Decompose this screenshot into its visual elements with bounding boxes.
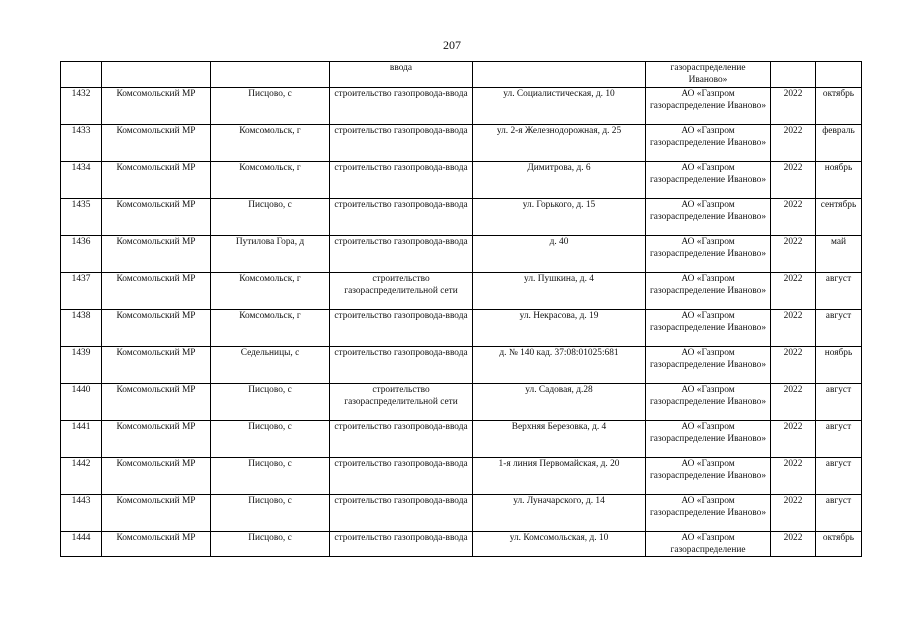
page-number: 207 [443, 38, 461, 52]
cell-locality: Комсомольск, г [211, 309, 330, 346]
cell-address: ул. Пушкина, д. 4 [473, 272, 646, 309]
cell-organization: АО «Газпром газораспределение Иваново» [646, 235, 771, 272]
cell-address: ул. Комсомольская, д. 10 [473, 531, 646, 557]
cell-address [473, 62, 646, 88]
cell-district: Комсомольский МР [102, 309, 211, 346]
cell-month: август [816, 457, 862, 494]
cell-district: Комсомольский МР [102, 161, 211, 198]
cell-organization: АО «Газпром газораспределение Иваново» [646, 457, 771, 494]
cell-number: 1438 [61, 309, 102, 346]
cell-district: Комсомольский МР [102, 198, 211, 235]
cell-district: Комсомольский МР [102, 457, 211, 494]
cell-organization: АО «Газпром газораспределение Иваново» [646, 87, 771, 124]
cell-district: Комсомольский МР [102, 272, 211, 309]
cell-locality: Писцово, с [211, 531, 330, 557]
cell-month: ноябрь [816, 346, 862, 383]
cell-locality: Путилова Гора, д [211, 235, 330, 272]
cell-address: ул. Некрасова, д. 19 [473, 309, 646, 346]
table-row [61, 346, 862, 383]
cell-district: Комсомольский МР [102, 531, 211, 557]
cell-locality: Комсомольск, г [211, 272, 330, 309]
cell-organization: АО «Газпром газораспределение Иваново» [646, 309, 771, 346]
cell-month: октябрь [816, 87, 862, 124]
cell-number: 1437 [61, 272, 102, 309]
cell-year: 2022 [771, 272, 816, 309]
cell-organization: АО «Газпром газораспределение Иваново» [646, 346, 771, 383]
cell-year: 2022 [771, 235, 816, 272]
cell-locality [211, 62, 330, 88]
table-row [61, 309, 862, 346]
cell-year: 2022 [771, 309, 816, 346]
cell-month: август [816, 494, 862, 531]
cell-month: май [816, 235, 862, 272]
table-body [61, 62, 862, 557]
cell-locality: Писцово, с [211, 198, 330, 235]
org-line: газораспределение [670, 63, 746, 73]
table-row [61, 457, 862, 494]
cell-number: 1441 [61, 420, 102, 457]
cell-year: 2022 [771, 346, 816, 383]
cell-address: д. 40 [473, 235, 646, 272]
cell-address: Верхняя Березовка, д. 4 [473, 420, 646, 457]
table-row [61, 87, 862, 124]
cell-number: 1433 [61, 124, 102, 161]
cell-work: строительство газопровода-ввода [330, 161, 473, 198]
cell-locality: Седельницы, с [211, 346, 330, 383]
cell-locality: Комсомольск, г [211, 124, 330, 161]
cell-organization [646, 531, 771, 557]
cell-month: февраль [816, 124, 862, 161]
cell-number: 1432 [61, 87, 102, 124]
cell-work: строительство газопровода-ввода [330, 235, 473, 272]
cell-month: сентябрь [816, 198, 862, 235]
cell-organization [646, 62, 771, 88]
table-row-last [61, 531, 862, 557]
cell-work: строительство газопровода-ввода [330, 346, 473, 383]
cell-organization: АО «Газпром газораспределение Иваново» [646, 124, 771, 161]
gas-works-table [60, 61, 862, 557]
org-line: газораспределение [670, 544, 746, 555]
cell-district: Комсомольский МР [102, 87, 211, 124]
cell-locality: Писцово, с [211, 420, 330, 457]
cell-year: 2022 [771, 198, 816, 235]
cell-district: Комсомольский МР [102, 383, 211, 420]
cell-work: ввода [330, 62, 473, 88]
cell-year: 2022 [771, 124, 816, 161]
table-row [61, 161, 862, 198]
cell-district: Комсомольский МР [102, 494, 211, 531]
cell-locality: Комсомольск, г [211, 161, 330, 198]
cell-organization: АО «Газпром газораспределение Иваново» [646, 383, 771, 420]
table-row [61, 272, 862, 309]
org-line: АО «Газпром [681, 532, 735, 543]
cell-month: август [816, 309, 862, 346]
cell-work: строительство газопровода-ввода [330, 420, 473, 457]
cell-district: Комсомольский МР [102, 346, 211, 383]
cell-organization: АО «Газпром газораспределение Иваново» [646, 420, 771, 457]
cell-year: 2022 [771, 87, 816, 124]
cell-organization: АО «Газпром газораспределение Иваново» [646, 161, 771, 198]
cell-work: строительство газораспределительной сети [330, 383, 473, 420]
table-row [61, 235, 862, 272]
cell-work: строительство газораспределительной сети [330, 272, 473, 309]
cell-district [102, 62, 211, 88]
cell-address: ул. Луначарского, д. 14 [473, 494, 646, 531]
cell-work: строительство газопровода-ввода [330, 494, 473, 531]
cell-month: август [816, 420, 862, 457]
cell-number: 1444 [61, 531, 102, 557]
table-row [61, 420, 862, 457]
cell-number: 1436 [61, 235, 102, 272]
cell-district: Комсомольский МР [102, 124, 211, 161]
cell-number: 1442 [61, 457, 102, 494]
cell-number: 1440 [61, 383, 102, 420]
table-row [61, 494, 862, 531]
cell-district: Комсомольский МР [102, 235, 211, 272]
cell-address: ул. Садовая, д.28 [473, 383, 646, 420]
continuation-row [61, 62, 862, 88]
cell-locality: Писцово, с [211, 494, 330, 531]
cell-month: ноябрь [816, 161, 862, 198]
cell-address: Димитрова, д. 6 [473, 161, 646, 198]
cell-address: ул. Социалистическая, д. 10 [473, 87, 646, 124]
cell-address: ул. Горького, д. 15 [473, 198, 646, 235]
cell-organization: АО «Газпром газораспределение Иваново» [646, 198, 771, 235]
cell-work: строительство газопровода-ввода [330, 198, 473, 235]
cell-month [816, 62, 862, 88]
cell-district: Комсомольский МР [102, 420, 211, 457]
cell-address: 1-я линия Первомайская, д. 20 [473, 457, 646, 494]
cell-month: август [816, 383, 862, 420]
cell-year: 2022 [771, 161, 816, 198]
cell-number: 1439 [61, 346, 102, 383]
cell-locality: Писцово, с [211, 87, 330, 124]
cell-year: 2022 [771, 531, 816, 557]
cell-work: строительство газопровода-ввода [330, 531, 473, 557]
cell-work: строительство газопровода-ввода [330, 124, 473, 161]
cell-number [61, 62, 102, 88]
cell-year: 2022 [771, 457, 816, 494]
cell-address: ул. 2-я Железнодорожная, д. 25 [473, 124, 646, 161]
cell-organization: АО «Газпром газораспределение Иваново» [646, 272, 771, 309]
cell-work: строительство газопровода-ввода [330, 87, 473, 124]
org-line: Иваново» [688, 75, 728, 86]
cell-work: строительство газопровода-ввода [330, 457, 473, 494]
cell-organization: АО «Газпром газораспределение Иваново» [646, 494, 771, 531]
cell-number: 1434 [61, 161, 102, 198]
cell-number: 1443 [61, 494, 102, 531]
table-row [61, 124, 862, 161]
cell-year [771, 62, 816, 88]
cell-year: 2022 [771, 383, 816, 420]
cell-locality: Писцово, с [211, 457, 330, 494]
cell-address: д. № 140 кад. 37:08:01025:681 [473, 346, 646, 383]
cell-number: 1435 [61, 198, 102, 235]
cell-work: строительство газопровода-ввода [330, 309, 473, 346]
cell-year: 2022 [771, 420, 816, 457]
table-row [61, 383, 862, 420]
cell-month: август [816, 272, 862, 309]
cell-year: 2022 [771, 494, 816, 531]
cell-locality: Писцово, с [211, 383, 330, 420]
cell-month: октябрь [816, 531, 862, 557]
table-row [61, 198, 862, 235]
